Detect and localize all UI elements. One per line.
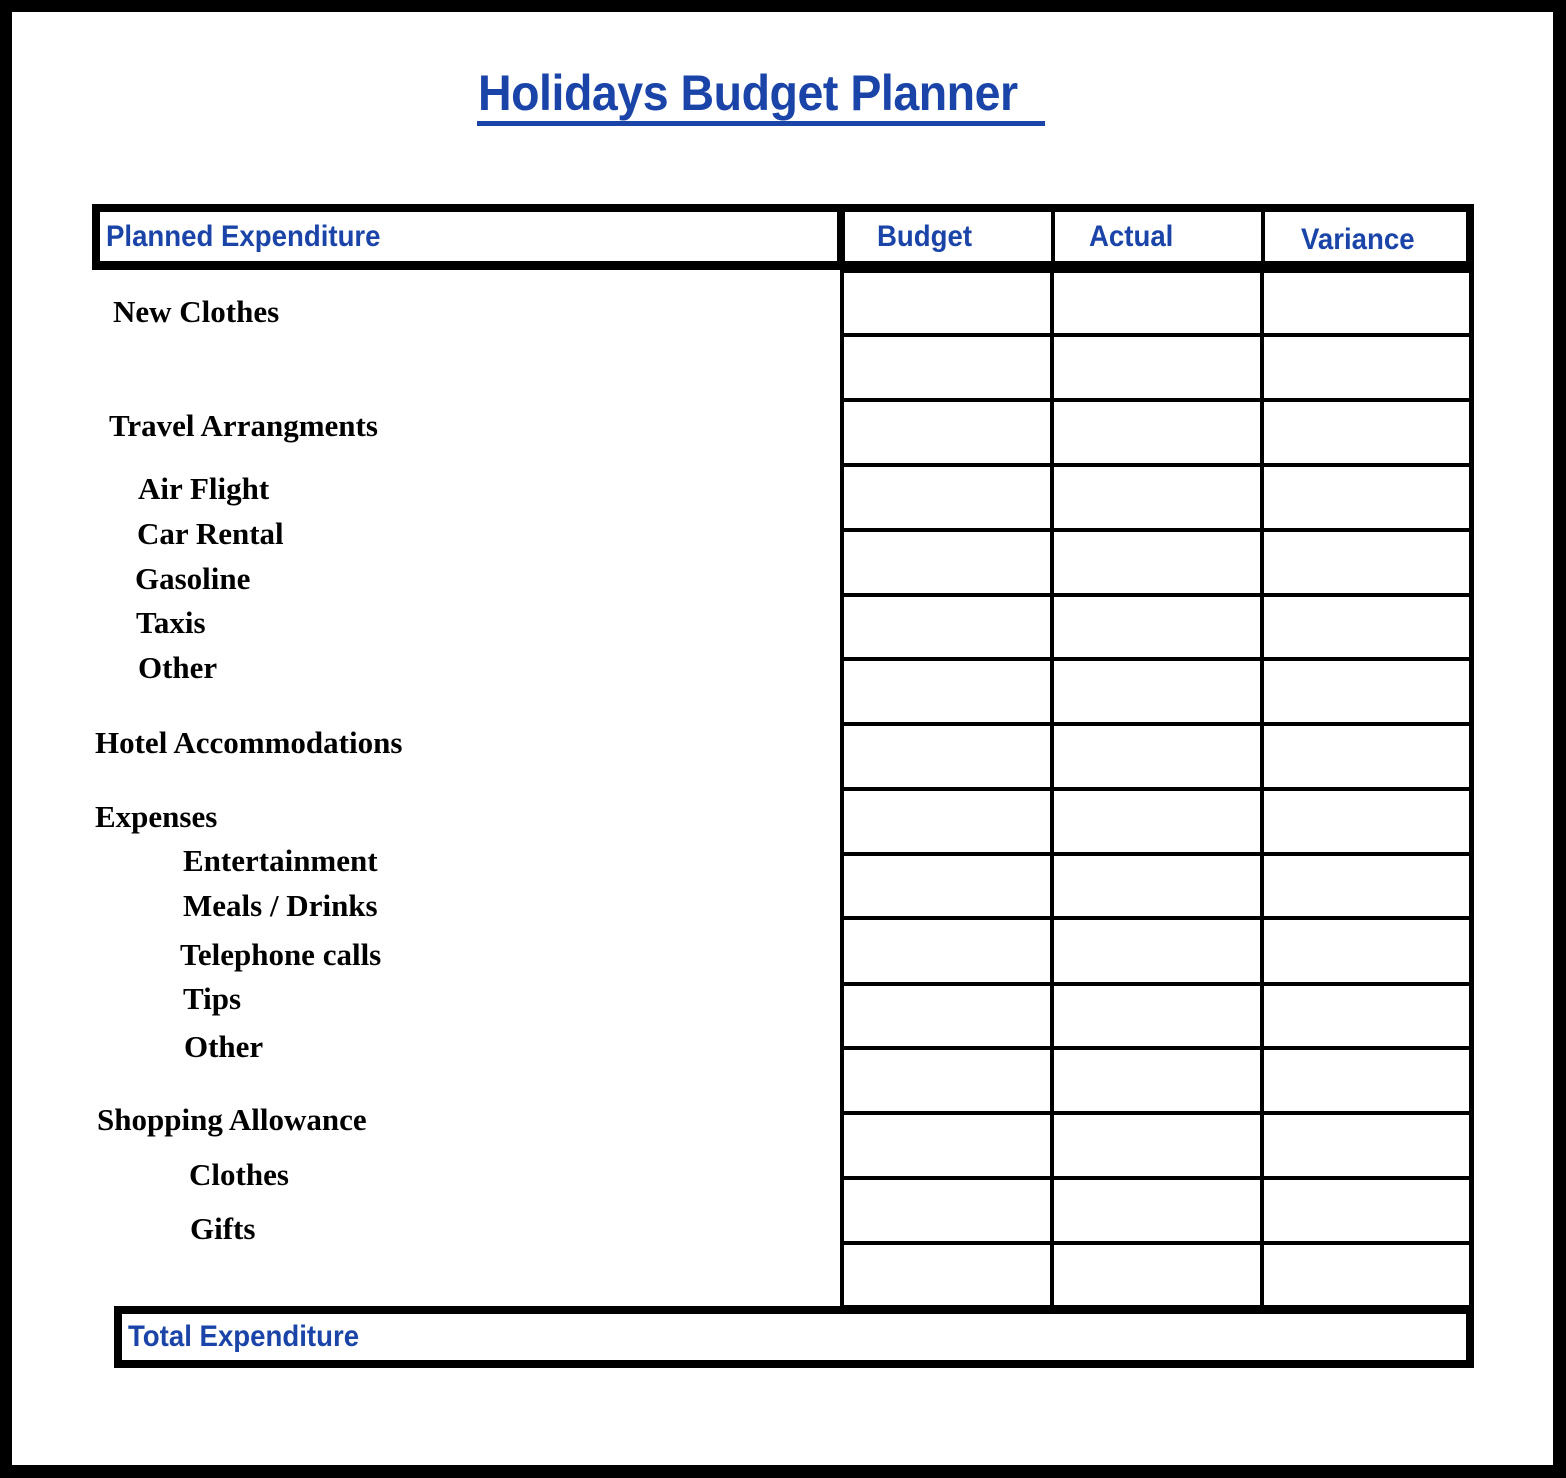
variance-cell[interactable] (1264, 467, 1469, 528)
budget-cell[interactable] (844, 532, 1050, 593)
actual-cell[interactable] (1054, 467, 1260, 528)
expenditure-item-label: Travel Arrangments (109, 408, 378, 443)
budget-cell[interactable] (844, 986, 1050, 1046)
expenditure-item-label: Meals / Drinks (183, 888, 378, 923)
header-budget (845, 212, 1051, 261)
actual-cell[interactable] (1054, 532, 1260, 593)
expenditure-item-label: Taxis (136, 605, 206, 640)
actual-cell[interactable] (1054, 337, 1260, 398)
variance-cell[interactable] (1264, 1115, 1469, 1176)
variance-cell[interactable] (1264, 1180, 1469, 1241)
header-variance (1265, 212, 1466, 261)
budget-cell[interactable] (844, 597, 1050, 657)
budget-cell[interactable] (844, 273, 1050, 333)
expenditure-item-label: Expenses (95, 799, 218, 834)
actual-cell[interactable] (1054, 856, 1260, 916)
budget-cell[interactable] (844, 1115, 1050, 1176)
total-expenditure-label: Total Expenditure (128, 1320, 360, 1353)
variance-cell[interactable] (1264, 273, 1469, 333)
expenditure-item-label: Entertainment (183, 843, 378, 878)
expenditure-item-label: Gasoline (135, 561, 251, 596)
total-expenditure-cell[interactable] (122, 1314, 1466, 1360)
budget-planner-page (12, 12, 1553, 1465)
actual-cell[interactable] (1054, 402, 1260, 463)
variance-cell[interactable] (1264, 726, 1469, 787)
title-underline (477, 121, 1045, 126)
variance-cell[interactable] (1264, 402, 1469, 463)
variance-cell[interactable] (1264, 337, 1469, 398)
header-budget-label: Budget (877, 219, 973, 253)
header-actual (1055, 212, 1261, 261)
expenditure-item-label: Clothes (189, 1157, 289, 1192)
header-actual-label: Actual (1089, 219, 1174, 253)
expenditure-item-label: Car Rental (137, 516, 284, 551)
budget-cell[interactable] (844, 467, 1050, 528)
total-expenditure-row (114, 1306, 1474, 1368)
actual-cell[interactable] (1054, 1050, 1260, 1111)
expenditure-item-label: Gifts (190, 1211, 256, 1246)
budget-cell[interactable] (844, 1050, 1050, 1111)
budget-cell[interactable] (844, 920, 1050, 982)
header-variance-label: Variance (1301, 222, 1415, 256)
variance-cell[interactable] (1264, 1050, 1469, 1111)
variance-cell[interactable] (1264, 532, 1469, 593)
budget-cell[interactable] (844, 726, 1050, 787)
header-planned-label: Planned Expenditure (106, 219, 381, 253)
budget-cell[interactable] (844, 337, 1050, 398)
budget-grid (840, 270, 1474, 1308)
expenditure-item-label: Other (184, 1029, 264, 1064)
variance-cell[interactable] (1264, 986, 1469, 1046)
actual-cell[interactable] (1054, 791, 1260, 852)
actual-cell[interactable] (1054, 920, 1260, 982)
expenditure-item-label: Air Flight (138, 471, 270, 506)
actual-cell[interactable] (1054, 1180, 1260, 1241)
actual-cell[interactable] (1054, 726, 1260, 787)
actual-cell[interactable] (1054, 597, 1260, 657)
expenditure-item-label: Other (138, 650, 218, 685)
variance-cell[interactable] (1264, 1245, 1469, 1305)
expenditure-item-label: Hotel Accommodations (95, 725, 403, 760)
budget-cell[interactable] (844, 1245, 1050, 1305)
expenditure-item-label: Shopping Allowance (97, 1102, 367, 1137)
variance-cell[interactable] (1264, 856, 1469, 916)
expenditure-item-label: Telephone calls (180, 937, 382, 972)
page-title: Holidays Budget Planner (478, 65, 1018, 121)
variance-cell[interactable] (1264, 791, 1469, 852)
budget-cell[interactable] (844, 661, 1050, 722)
budget-cell[interactable] (844, 1180, 1050, 1241)
budget-cell[interactable] (844, 402, 1050, 463)
actual-cell[interactable] (1054, 273, 1260, 333)
actual-cell[interactable] (1054, 986, 1260, 1046)
variance-cell[interactable] (1264, 597, 1469, 657)
variance-cell[interactable] (1264, 661, 1469, 722)
variance-cell[interactable] (1264, 920, 1469, 982)
header-planned-expenditure (100, 212, 837, 261)
budget-cell[interactable] (844, 856, 1050, 916)
table-header (92, 204, 1474, 270)
actual-cell[interactable] (1054, 661, 1260, 722)
expenditure-item-label: Tips (183, 981, 242, 1016)
budget-cell[interactable] (844, 791, 1050, 852)
expenditure-item-label: New Clothes (113, 294, 280, 329)
actual-cell[interactable] (1054, 1115, 1260, 1176)
actual-cell[interactable] (1054, 1245, 1260, 1305)
